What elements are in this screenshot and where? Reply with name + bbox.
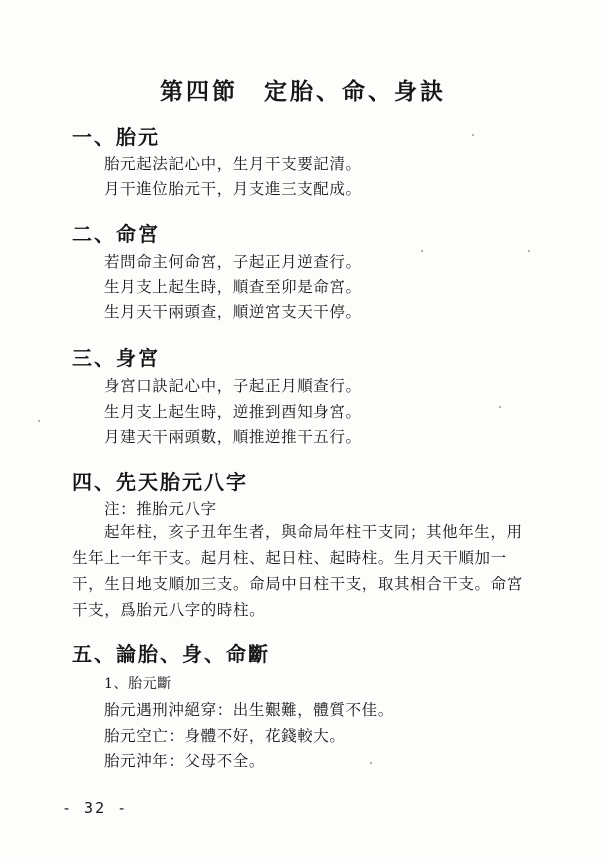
verse-line: 生月支上起生時，逆推到酉知身宮。: [104, 403, 362, 421]
scan-speck: [370, 762, 372, 764]
verse-line: 生月天干兩頭查，順逆宮支天干停。: [104, 303, 362, 321]
scan-speck: [499, 406, 501, 408]
verse-line: 月干進位胎元干，月支進三支配成。: [104, 180, 362, 198]
verse-line: 胎元空亡：身體不好，花錢較大。: [104, 727, 346, 745]
section-heading: 五、論胎、身、命斷: [72, 642, 270, 666]
scan-speck: [38, 420, 40, 422]
section-heading: 四、先天胎元八字: [72, 470, 248, 494]
scan-speck: [472, 134, 474, 136]
scan-speck: [421, 250, 423, 252]
subsection-heading: 1、胎元斷: [104, 676, 172, 692]
verse-line: 胎元沖年：父母不全。: [104, 752, 266, 770]
body-paragraph: 起年柱，亥子丑年生者，與命局年柱干支同；其他年生，用生年上一年干支。起月柱、起日柱、起時柱。生月天干順加一干，生日地支順加三支。命局中日柱干支，取其相合干支。命宮干支，爲胎元八字的時柱。: [72, 523, 523, 619]
section-heading: 一、胎元: [72, 125, 160, 149]
scan-speck: [528, 250, 530, 252]
page-number: - 32 -: [62, 799, 129, 817]
verse-line: 胎元遇刑沖絕穿：出生艱難，體質不佳。: [104, 701, 394, 719]
verse-line: 月建天干兩頭數，順推逆推干五行。: [104, 428, 362, 446]
verse-line: 胎元起法記心中，生月干支要記清。: [104, 155, 362, 173]
verse-line: 生月支上起生時，順查至卯是命宮。: [104, 278, 362, 296]
section-heading: 三、身宮: [72, 346, 160, 370]
section-heading: 二、命宮: [72, 222, 160, 246]
verse-line: 若問命主何命宮，子起正月逆查行。: [104, 253, 362, 271]
verse-line: 身宮口訣記心中，子起正月順查行。: [104, 377, 362, 395]
chapter-title: 第四節 定胎、命、身訣: [160, 78, 446, 105]
note-line: 注：推胎元八字: [104, 500, 217, 518]
